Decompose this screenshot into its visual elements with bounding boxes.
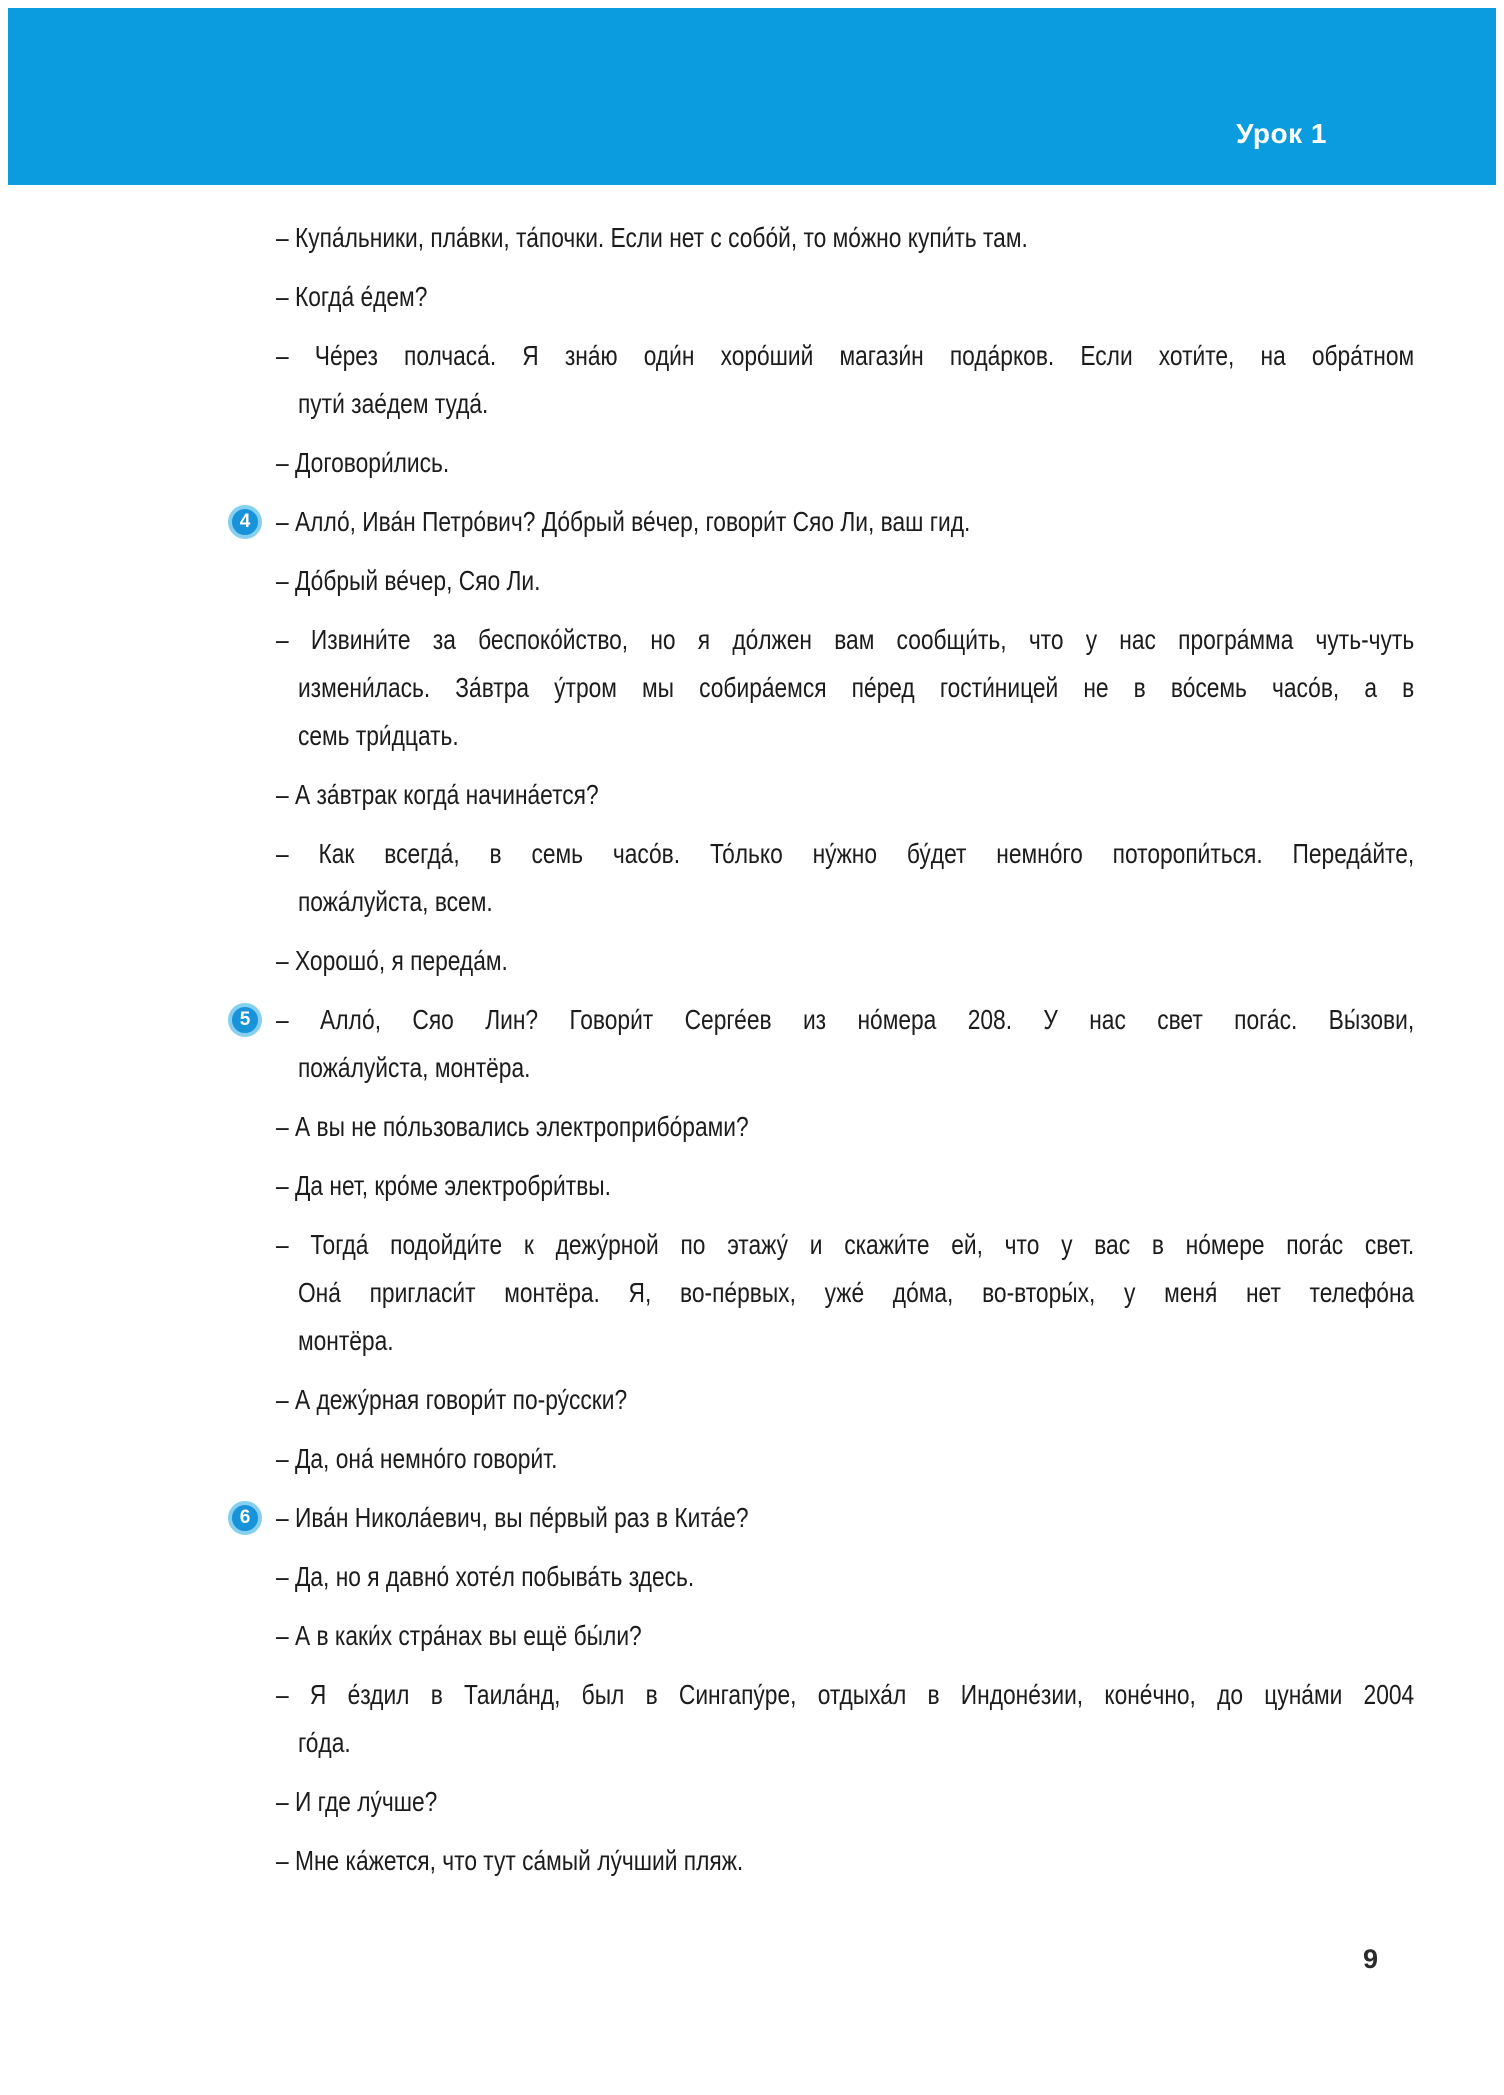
dialogue-line: го́да. (297, 1727, 351, 1758)
dialogue-paragraph (276, 1221, 1414, 1365)
dialogue-line: – Мне ка́жется, что тут са́мый лу́чший пляж. (276, 1845, 744, 1876)
dialogue-paragraph (276, 1162, 1414, 1210)
dialogue-number-badge: 6 (228, 1501, 262, 1535)
dialogue-line: – Ива́н Никола́евич, вы пе́рвый раз в Кита́е? (276, 1502, 749, 1533)
dialogue-line: измени́лась. За́втра у́тром мы собира́емся пе́ред гости́ницей не в во́семь часо́в, а в (297, 672, 1415, 703)
dialogue-paragraph (276, 1103, 1414, 1151)
dialogue-line: монтёра. (297, 1325, 394, 1356)
dialogue-paragraph (239, 1494, 1414, 1542)
dialogue-line: – Договори́лись. (276, 447, 450, 478)
dialogue-line: – Купа́льники, пла́вки, та́почки. Если нет с собо́й, то мо́жно купи́ть там. (276, 222, 1028, 253)
dialogue-line: – А вы не по́льзовались электроприбо́рами? (276, 1111, 749, 1142)
dialogue-line: – Извини́те за беспоко́йство, но я до́лжен вам сообщи́ть, что у нас програ́мма чуть-чуть (276, 624, 1415, 655)
dialogue-line: пожа́луйста, монтёра. (297, 1052, 531, 1083)
dialogue-number-badge: 4 (228, 505, 262, 539)
dialogue-paragraph (239, 996, 1415, 1092)
dialogue-paragraph (276, 1376, 1414, 1424)
dialogue-line: – И где лу́чше? (276, 1786, 438, 1817)
dialogue-paragraph (276, 1553, 1414, 1601)
dialogue-paragraph (276, 1837, 1414, 1885)
dialogue-line: пожа́луйста, всем. (297, 886, 493, 917)
dialogue-paragraph (239, 498, 1414, 546)
dialogue-line: – А дежу́рная говори́т по-ру́сски? (276, 1384, 628, 1415)
dialogue-line: – А за́втрак когда́ начина́ется? (276, 779, 599, 810)
dialogue-line: – Я е́здил в Таила́нд, был в Сингапу́ре, отдыха́л в Индоне́зии, коне́чно, до цуна́ми 2004 (276, 1679, 1415, 1710)
lesson-header-bar (8, 8, 1496, 185)
dialogue-paragraph (276, 273, 1414, 321)
dialogue-line: – Тогда́ подойди́те к дежу́рной по этажу́ и скажи́те ей, что у вас в но́мере пога́с свет. (276, 1229, 1415, 1260)
dialogue-line: – А в каки́х стра́нах вы ещё бы́ли? (276, 1620, 642, 1651)
dialogue-line: – Че́рез полчаса́. Я зна́ю оди́н хоро́ший магази́н пода́рков. Если хоти́те, на обра́тном (276, 340, 1415, 371)
dialogue-line: Она́ пригласи́т монтёра. Я, во-пе́рвых, уже́ до́ма, во-вторы́х, у меня́ нет телефо́на (297, 1277, 1415, 1308)
dialogue-line: семь три́дцать. (297, 720, 459, 751)
page-number: 9 (1363, 1944, 1379, 1974)
lesson-title: Урок 1 (1236, 118, 1327, 149)
dialogue-paragraph (276, 1778, 1414, 1826)
dialogue-line: пути́ зае́дем туда́. (297, 388, 489, 419)
dialogue-line: – Да, но я давно́ хоте́л побыва́ть здесь. (276, 1561, 695, 1592)
dialogue-line: – Когда́ е́дем? (276, 281, 428, 312)
dialogue-content (239, 214, 1415, 1896)
dialogue-paragraph (276, 771, 1414, 819)
dialogue-paragraph (276, 616, 1414, 760)
dialogue-paragraph (276, 557, 1414, 605)
dialogue-line: – Да нет, кро́ме электробри́твы. (276, 1170, 611, 1201)
dialogue-paragraph (276, 1435, 1414, 1483)
dialogue-paragraph (276, 214, 1414, 262)
dialogue-line: – Хорошо́, я переда́м. (276, 945, 508, 976)
dialogue-paragraph (276, 332, 1414, 428)
dialogue-line: – До́брый ве́чер, Сяо Ли. (276, 565, 541, 596)
dialogue-line: – Да, она́ немно́го говори́т. (276, 1443, 558, 1474)
dialogue-paragraph (276, 1671, 1414, 1767)
dialogue-paragraph (276, 937, 1414, 985)
dialogue-line: – Алло́, Ива́н Петро́вич? До́брый ве́чер, говори́т Сяо Ли, ваш гид. (276, 506, 971, 537)
dialogue-number-badge: 5 (228, 1003, 262, 1037)
dialogue-paragraph (276, 830, 1414, 926)
dialogue-line: – Как всегда́, в семь часо́в. То́лько ну́жно бу́дет немно́го поторопи́ться. Переда́йте, (276, 838, 1415, 869)
dialogue-paragraph (276, 1612, 1414, 1660)
dialogue-paragraph (276, 439, 1414, 487)
dialogue-line: – Алло́, Сяо Лин? Говори́т Серге́ев из но́мера 208. У нас свет пога́с. Вы́зови, (276, 1004, 1415, 1035)
